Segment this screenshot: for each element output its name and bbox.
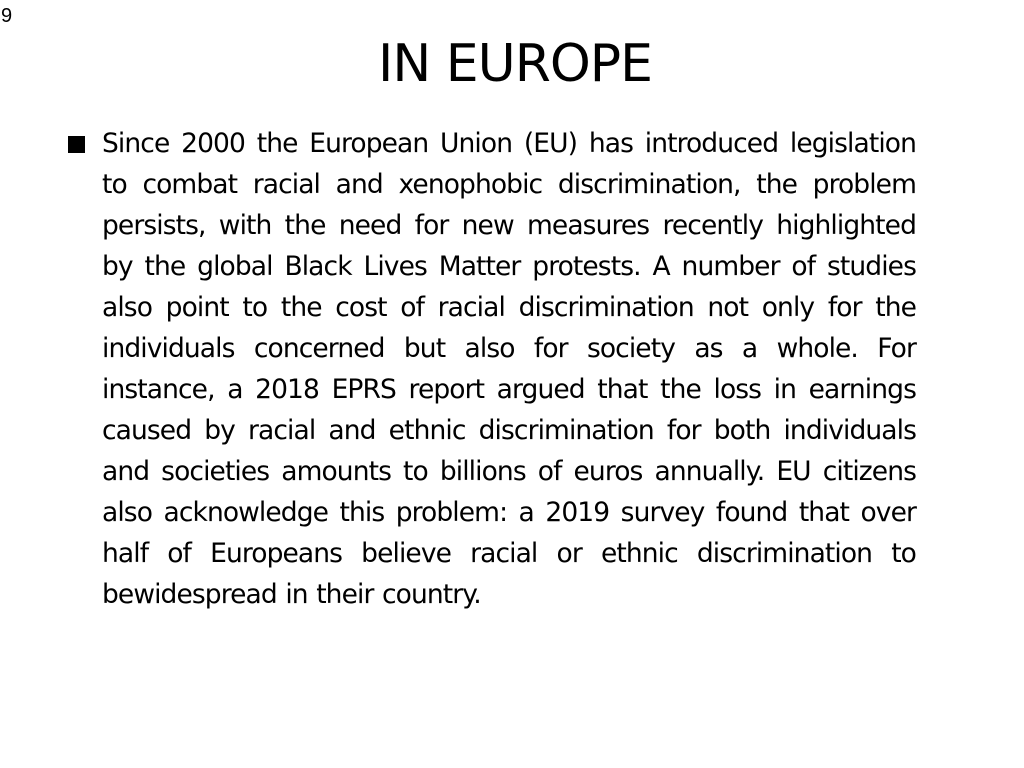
slide-title: IN EUROPE — [378, 34, 652, 94]
square-bullet-icon — [68, 136, 85, 153]
slide-number: 9 — [1, 5, 13, 27]
bullet-text: Since 2000 the European Union (EU) has introduced legislation to combat racial and xenophobic discrimination, the problem persists, with the need for new measures recently highlighted by the global Black Lives Matter protests. A number of studies also point to the cost of racial discrimination not only for the individuals concerned but also for society as a whole. For instance, a 2018 EPRS report argued that the loss in earnings caused by racial and ethnic discrimination for both individuals and societies amounts to billions of euros annually. EU citizens also acknowledge this problem: a 2019 survey found that over half of Europeans believe racial or ethnic discrimination to bewidespread in their country. — [102, 128, 916, 610]
bullet-list — [68, 123, 916, 615]
list-item — [68, 123, 916, 615]
